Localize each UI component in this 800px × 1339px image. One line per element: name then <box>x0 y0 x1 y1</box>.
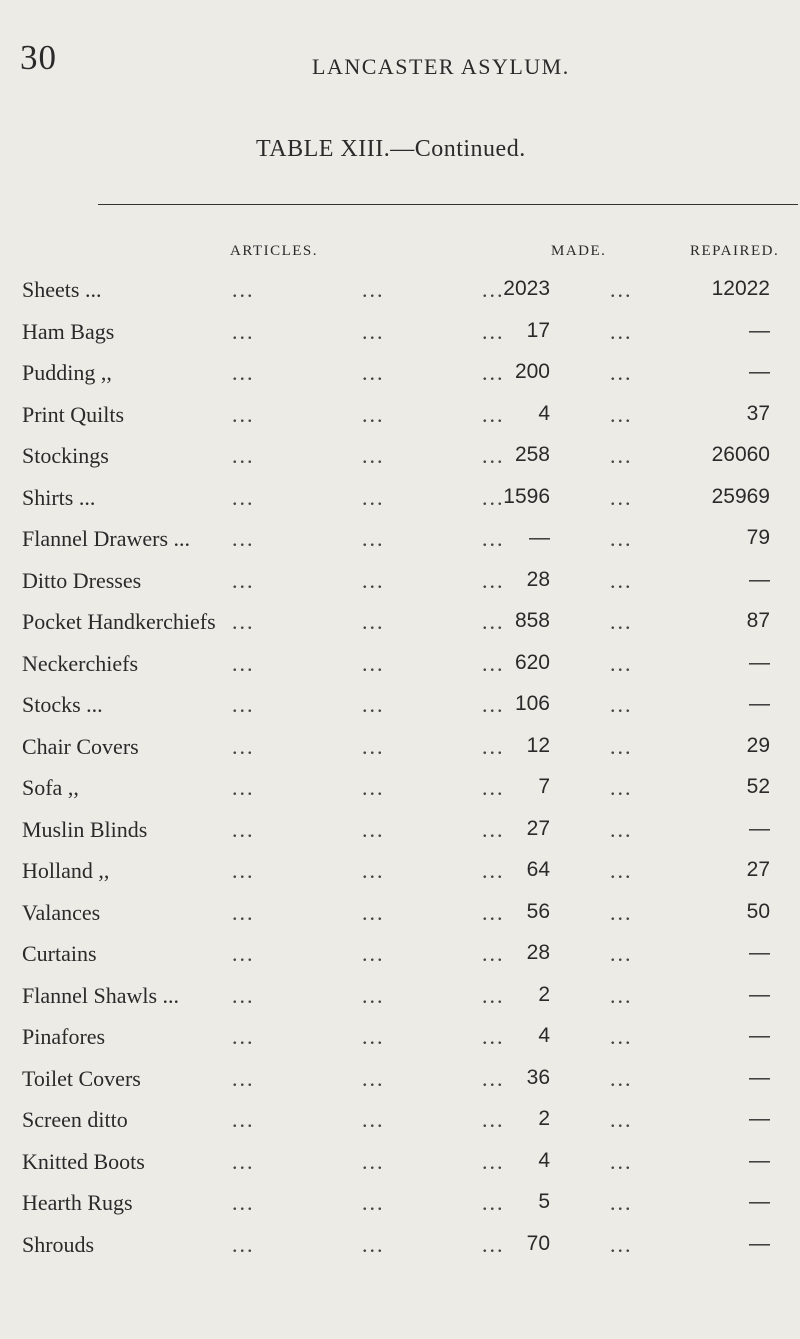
leader-dots: ... <box>610 816 633 842</box>
leader-dots: ... <box>362 443 385 468</box>
leader-dots: ... <box>482 692 505 717</box>
leader-dots: ... <box>362 899 385 925</box>
table-row <box>0 769 800 811</box>
table-row <box>0 562 800 604</box>
leader-dots: ... <box>362 277 385 302</box>
made-cell: 4 <box>538 1148 550 1172</box>
article-cell: Sofa ,, <box>22 775 79 800</box>
leader-dots: ... <box>232 1231 255 1257</box>
leader-dots: ... <box>482 443 505 468</box>
table-row <box>0 603 800 645</box>
leader-dots: ... <box>232 1148 255 1174</box>
leader-dots: ... <box>362 609 385 634</box>
leader-dots: ... <box>482 1107 505 1132</box>
made-cell: 858 <box>514 609 550 632</box>
leader-dots: ... <box>232 692 255 717</box>
leader-dots: ... <box>362 650 385 676</box>
leader-dots: ... <box>482 567 505 593</box>
made-cell: 64 <box>526 858 550 881</box>
table-row <box>0 1184 800 1226</box>
leader-dots: ... <box>232 401 255 427</box>
table-column-headers <box>0 243 800 267</box>
article-cell: Ditto Dresses <box>22 567 142 593</box>
table-row <box>0 728 800 770</box>
made-cell: 2023 <box>503 277 550 300</box>
made-cell: 70 <box>526 1231 550 1255</box>
table-row <box>0 1018 800 1060</box>
made-cell: 17 <box>526 318 550 342</box>
leader-dots: ... <box>482 1065 505 1091</box>
leader-dots: ... <box>362 816 385 842</box>
leader-dots: ... <box>362 1065 385 1091</box>
made-cell: 2 <box>538 1107 550 1130</box>
repaired-cell: 87 <box>746 609 770 632</box>
leader-dots: ... <box>610 650 633 676</box>
leader-dots: ... <box>482 360 505 385</box>
repaired-cell: 26060 <box>711 443 770 466</box>
table-row <box>0 1060 800 1102</box>
made-cell: 1596 <box>503 484 550 508</box>
table-title: TABLE XIII.—Continued. <box>256 136 526 162</box>
table-row <box>0 1101 800 1143</box>
table-row <box>0 1226 800 1268</box>
leader-dots: ... <box>232 899 255 925</box>
made-cell: 5 <box>538 1190 550 1213</box>
table-top-rule <box>98 204 798 205</box>
made-cell: 258 <box>514 443 550 466</box>
article-cell: Sheets ... <box>22 277 102 302</box>
table-row <box>0 354 800 396</box>
leader-dots: ... <box>232 775 255 800</box>
column-header-articles: ARTICLES. <box>230 243 319 259</box>
repaired-cell: — <box>749 1024 770 1047</box>
leader-dots: ... <box>232 1065 255 1091</box>
table-row <box>0 437 800 479</box>
leader-dots: ... <box>482 941 505 966</box>
leader-dots: ... <box>362 1148 385 1174</box>
leader-dots: ... <box>610 1107 633 1132</box>
made-cell: 620 <box>514 650 550 674</box>
repaired-cell: — <box>749 360 770 383</box>
made-cell: 2 <box>538 982 550 1006</box>
leader-dots: ... <box>482 484 505 510</box>
leader-dots: ... <box>362 526 385 551</box>
repaired-cell: 29 <box>746 733 770 757</box>
made-cell: 7 <box>538 775 550 798</box>
leader-dots: ... <box>610 899 633 925</box>
leader-dots: ... <box>362 318 385 344</box>
leader-dots: ... <box>232 318 255 344</box>
table-row <box>0 811 800 853</box>
table-row <box>0 935 800 977</box>
leader-dots: ... <box>232 1190 255 1215</box>
leader-dots: ... <box>482 1024 505 1049</box>
leader-dots: ... <box>362 941 385 966</box>
table-row <box>0 396 800 438</box>
column-header-repaired: REPAIRED. <box>690 243 780 259</box>
table-row <box>0 686 800 728</box>
running-head: LANCASTER ASYLUM. <box>312 54 570 79</box>
article-cell: Pocket Handkerchiefs <box>22 609 216 634</box>
leader-dots: ... <box>232 484 255 510</box>
article-cell: Flannel Drawers ... <box>22 526 191 551</box>
leader-dots: ... <box>232 941 255 966</box>
article-cell: Pinafores <box>22 1024 106 1049</box>
table-row <box>0 1143 800 1185</box>
page-number: 30 <box>20 38 57 77</box>
leader-dots: ... <box>362 775 385 800</box>
leader-dots: ... <box>610 567 633 593</box>
leader-dots: ... <box>362 360 385 385</box>
article-cell: Pudding ,, <box>22 360 112 385</box>
leader-dots: ... <box>232 1107 255 1132</box>
leader-dots: ... <box>232 360 255 385</box>
leader-dots: ... <box>610 775 633 800</box>
leader-dots: ... <box>362 982 385 1008</box>
repaired-cell: — <box>749 1065 770 1089</box>
repaired-cell: 37 <box>746 401 770 425</box>
table-row <box>0 645 800 687</box>
repaired-cell: — <box>749 1107 770 1130</box>
article-cell: Valances <box>22 899 101 925</box>
leader-dots: ... <box>362 858 385 883</box>
made-cell: 56 <box>526 899 550 923</box>
repaired-cell: — <box>749 1190 770 1213</box>
leader-dots: ... <box>610 318 633 344</box>
repaired-cell: 27 <box>746 858 770 881</box>
leader-dots: ... <box>610 733 633 759</box>
leader-dots: ... <box>610 1065 633 1091</box>
leader-dots: ... <box>610 692 633 717</box>
leader-dots: ... <box>482 1148 505 1174</box>
article-cell: Knitted Boots <box>22 1148 145 1174</box>
table-row <box>0 852 800 894</box>
repaired-cell: — <box>749 567 770 591</box>
leader-dots: ... <box>610 941 633 966</box>
made-cell: 200 <box>514 360 550 383</box>
leader-dots: ... <box>232 650 255 676</box>
made-cell: — <box>529 526 550 549</box>
leader-dots: ... <box>610 526 633 551</box>
article-cell: Curtains <box>22 941 97 966</box>
article-cell: Stocks ... <box>22 692 103 717</box>
leader-dots: ... <box>482 858 505 883</box>
leader-dots: ... <box>362 1107 385 1132</box>
leader-dots: ... <box>482 277 505 302</box>
table-row <box>0 479 800 521</box>
article-cell: Chair Covers <box>22 733 139 759</box>
made-cell: 27 <box>526 816 550 840</box>
article-cell: Flannel Shawls ... <box>22 982 180 1008</box>
leader-dots: ... <box>232 816 255 842</box>
leader-dots: ... <box>362 567 385 593</box>
leader-dots: ... <box>362 1231 385 1257</box>
table-body <box>0 271 800 1267</box>
repaired-cell: — <box>749 1148 770 1172</box>
repaired-cell: — <box>749 318 770 342</box>
leader-dots: ... <box>482 816 505 842</box>
article-cell: Ham Bags <box>22 318 115 344</box>
made-cell: 12 <box>526 733 550 757</box>
article-cell: Screen ditto <box>22 1107 128 1132</box>
column-header-made: MADE. <box>551 243 607 259</box>
repaired-cell: — <box>749 816 770 840</box>
repaired-cell: 12022 <box>711 277 770 300</box>
leader-dots: ... <box>362 484 385 510</box>
leader-dots: ... <box>482 899 505 925</box>
leader-dots: ... <box>232 982 255 1008</box>
leader-dots: ... <box>482 609 505 634</box>
leader-dots: ... <box>610 443 633 468</box>
article-cell: Holland ,, <box>22 858 110 883</box>
table-row <box>0 271 800 313</box>
article-cell: Toilet Covers <box>22 1065 141 1091</box>
leader-dots: ... <box>610 484 633 510</box>
leader-dots: ... <box>482 401 505 427</box>
leader-dots: ... <box>610 1148 633 1174</box>
leader-dots: ... <box>482 318 505 344</box>
leader-dots: ... <box>232 1024 255 1049</box>
repaired-cell: 50 <box>746 899 770 923</box>
table-row <box>0 520 800 562</box>
article-cell: Shrouds <box>22 1231 95 1257</box>
leader-dots: ... <box>232 858 255 883</box>
leader-dots: ... <box>610 1231 633 1257</box>
leader-dots: ... <box>610 982 633 1008</box>
leader-dots: ... <box>610 609 633 634</box>
article-cell: Muslin Blinds <box>22 816 148 842</box>
leader-dots: ... <box>232 526 255 551</box>
repaired-cell: 25969 <box>711 484 770 508</box>
table-row <box>0 894 800 936</box>
leader-dots: ... <box>232 277 255 302</box>
leader-dots: ... <box>482 1231 505 1257</box>
leader-dots: ... <box>482 733 505 759</box>
repaired-cell: — <box>749 650 770 674</box>
made-cell: 4 <box>538 1024 550 1047</box>
made-cell: 28 <box>526 941 550 964</box>
made-cell: 106 <box>514 692 550 715</box>
article-cell: Shirts ... <box>22 484 96 510</box>
made-cell: 4 <box>538 401 550 425</box>
repaired-cell: 79 <box>746 526 770 549</box>
repaired-cell: — <box>749 692 770 715</box>
article-cell: Neckerchiefs <box>22 650 139 676</box>
article-cell: Stockings <box>22 443 109 468</box>
leader-dots: ... <box>482 775 505 800</box>
leader-dots: ... <box>482 982 505 1008</box>
leader-dots: ... <box>610 360 633 385</box>
leader-dots: ... <box>482 1190 505 1215</box>
leader-dots: ... <box>610 1024 633 1049</box>
leader-dots: ... <box>482 526 505 551</box>
leader-dots: ... <box>610 401 633 427</box>
table-row <box>0 313 800 355</box>
leader-dots: ... <box>362 1024 385 1049</box>
leader-dots: ... <box>362 1190 385 1215</box>
leader-dots: ... <box>232 733 255 759</box>
article-cell: Hearth Rugs <box>22 1190 133 1215</box>
leader-dots: ... <box>232 567 255 593</box>
leader-dots: ... <box>610 858 633 883</box>
leader-dots: ... <box>362 692 385 717</box>
repaired-cell: — <box>749 1231 770 1255</box>
article-cell: Print Quilts <box>22 401 125 427</box>
repaired-cell: — <box>749 982 770 1006</box>
made-cell: 36 <box>526 1065 550 1089</box>
repaired-cell: 52 <box>746 775 770 798</box>
made-cell: 28 <box>526 567 550 591</box>
leader-dots: ... <box>362 401 385 427</box>
leader-dots: ... <box>232 609 255 634</box>
leader-dots: ... <box>482 650 505 676</box>
leader-dots: ... <box>232 443 255 468</box>
leader-dots: ... <box>362 733 385 759</box>
leader-dots: ... <box>610 1190 633 1215</box>
repaired-cell: — <box>749 941 770 964</box>
leader-dots: ... <box>610 277 633 302</box>
table-row <box>0 977 800 1019</box>
